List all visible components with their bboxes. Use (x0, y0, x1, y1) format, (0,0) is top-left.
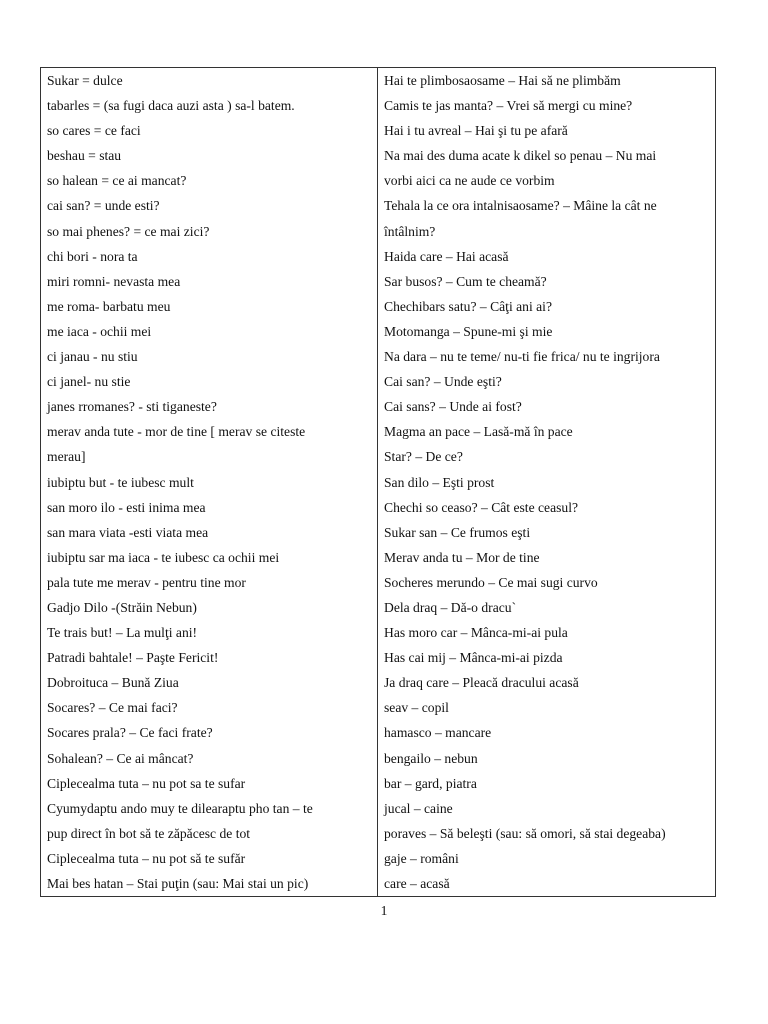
table-row (41, 244, 716, 269)
table-row (41, 746, 716, 771)
table-row (41, 118, 716, 143)
table-row (41, 520, 716, 545)
romani-phrase-cell (41, 369, 378, 394)
page-number: 1 (380, 903, 388, 918)
romani-phrase-cell (41, 394, 378, 419)
romani-phrase-cell-right (378, 394, 716, 419)
romani-phrase-cell (41, 143, 378, 193)
phrase-line: Star? – De ce? (384, 449, 463, 465)
phrase-line: Motomanga – Spune-mi şi mie (384, 323, 553, 339)
table-row (41, 796, 716, 846)
romani-phrase-cell-right (378, 796, 716, 846)
romani-phrase-cell-right (378, 419, 716, 469)
romani-phrase-cell (41, 771, 378, 796)
romani-phrase-cell (41, 344, 378, 369)
table-row (41, 269, 716, 294)
phrase-line: iubiptu but - te iubesc mult (47, 474, 194, 490)
phrase-line: chi bori - nora ta (47, 248, 138, 264)
phrase-line: so cares = ce faci (47, 123, 141, 139)
table-row (41, 695, 716, 720)
romani-phrase-cell-right (378, 670, 716, 695)
romani-phrase-cell-right (378, 294, 716, 319)
phrase-line: San dilo – Eşti prost (384, 474, 495, 490)
phrase-line: pup direct în bot să te zăpăcesc de tot (47, 825, 251, 841)
phrase-line: poraves – Să beleşti (sau: să omori, să stai degeaba) (384, 825, 666, 841)
phrase-line: Has moro car – Mânca-mi-ai pula (384, 625, 568, 641)
phrase-line: me iaca - ochii mei (47, 323, 152, 339)
table-row (41, 470, 716, 495)
romani-phrase-cell-right (378, 495, 716, 520)
table-row (41, 545, 716, 570)
phrase-line: Magma an pace – Lasă-mă în pace (384, 424, 573, 440)
romani-phrase-cell (41, 68, 378, 94)
phrase-line: tabarles = (sa fugi daca auzi asta ) sa-l batem. (47, 98, 295, 114)
romani-phrase-cell-right (378, 620, 716, 645)
romani-phrase-cell-right (378, 118, 716, 143)
phrase-line: san mara viata -esti viata mea (47, 524, 209, 540)
phrase-line: Socares? – Ce mai faci? (47, 700, 178, 716)
romani-phrase-cell-right (378, 570, 716, 595)
phrase-line: hamasco – mancare (384, 725, 492, 741)
romani-phrase-cell (41, 595, 378, 620)
table-row (41, 344, 716, 369)
phrase-line: Dela draq – Dă-o dracu` (384, 599, 517, 615)
phrase-line: Cai san? – Unde eşti? (384, 374, 502, 390)
phrase-line: iubiptu sar ma iaca - te iubesc ca ochii mei (47, 549, 280, 565)
romani-phrase-cell-right (378, 871, 716, 897)
romani-phrase-cell (41, 419, 378, 469)
phrase-line: beshau = stau (47, 148, 122, 164)
table-row (41, 771, 716, 796)
romani-phrase-cell-right (378, 846, 716, 871)
phrase-line: Socheres merundo – Ce mai sugi curvo (384, 574, 598, 590)
phrase-line: so mai phenes? = ce mai zici? (47, 223, 210, 239)
vocabulary-table-body (41, 68, 716, 897)
phrase-line: Has cai mij – Mânca-mi-ai pizda (384, 650, 563, 666)
phrase-line: cai san? = unde esti? (47, 198, 160, 214)
phrase-line: Patradi bahtale! – Paşte Fericit! (47, 650, 219, 666)
phrase-line: Ciplecealma tuta – nu pot să te sufăr (47, 850, 246, 866)
table-row (41, 369, 716, 394)
phrase-line: Na mai des duma acate k dikel so penau – Nu mai (384, 148, 657, 164)
romani-phrase-cell (41, 269, 378, 294)
phrase-line: Hai i tu avreal – Hai şi tu pe afară (384, 123, 568, 139)
phrase-line: Dobroituca – Bună Ziua (47, 675, 179, 691)
phrase-line: bar – gard, piatra (384, 775, 477, 791)
phrase-line: ci janau - nu stiu (47, 349, 138, 365)
romani-phrase-cell (41, 495, 378, 520)
table-row (41, 495, 716, 520)
romani-phrase-cell (41, 118, 378, 143)
phrase-line: Sar busos? – Cum te cheamă? (384, 273, 547, 289)
phrase-line: Ciplecealma tuta – nu pot sa te sufar (47, 775, 246, 791)
table-row (41, 294, 716, 319)
romani-phrase-cell (41, 720, 378, 745)
table-row (41, 620, 716, 645)
romani-phrase-cell (41, 796, 378, 846)
phrase-line: Sohalean? – Ce ai mâncat? (47, 750, 194, 766)
phrase-line: Sukar san – Ce frumos eşti (384, 524, 531, 540)
romani-phrase-cell (41, 670, 378, 695)
phrase-line: Hai te plimbosaosame – Hai să ne plimbăm (384, 73, 621, 88)
table-row (41, 93, 716, 118)
phrase-line: gaje – români (384, 850, 459, 866)
romani-phrase-cell-right (378, 344, 716, 369)
phrase-line: Merav anda tu – Mor de tine (384, 549, 540, 565)
romani-phrase-cell (41, 93, 378, 118)
phrase-line: janes rromanes? - sti tiganeste? (47, 399, 217, 415)
romani-phrase-cell-right (378, 595, 716, 620)
phrase-line: seav – copil (384, 700, 449, 716)
romani-phrase-cell-right (378, 520, 716, 545)
romani-phrase-cell-right (378, 470, 716, 495)
table-row (41, 570, 716, 595)
table-row (41, 193, 716, 243)
romani-phrase-cell-right (378, 193, 716, 243)
romani-phrase-cell-right (378, 369, 716, 394)
romani-phrase-cell-right (378, 68, 716, 94)
table-row (41, 394, 716, 419)
romani-phrase-cell-right (378, 319, 716, 344)
romani-phrase-cell (41, 294, 378, 319)
romani-phrase-cell (41, 193, 378, 243)
table-row (41, 319, 716, 344)
romani-phrase-cell (41, 645, 378, 670)
table-row (41, 143, 716, 193)
romani-phrase-cell (41, 319, 378, 344)
phrase-line: vorbi aici ca ne aude ce vorbim (384, 173, 555, 189)
table-row (41, 871, 716, 897)
phrase-line: Cyumydaptu ando muy te dilearaptu pho tan – te (47, 800, 313, 816)
romani-phrase-cell-right (378, 645, 716, 670)
romani-phrase-cell-right (378, 93, 716, 118)
romani-phrase-cell (41, 570, 378, 595)
phrase-line: Camis te jas manta? – Vrei să mergi cu mine? (384, 98, 633, 114)
romani-phrase-cell (41, 620, 378, 645)
phrase-line: so halean = ce ai mancat? (47, 173, 187, 189)
phrase-line: Gadjo Dilo -(Străin Nebun) (47, 599, 197, 615)
phrase-line: Ja draq care – Pleacă dracului acasă (384, 675, 579, 691)
romani-phrase-cell (41, 520, 378, 545)
vocabulary-table (40, 67, 716, 897)
table-row (41, 68, 716, 94)
romani-phrase-cell-right (378, 695, 716, 720)
phrase-line: Na dara – nu te teme/ nu-ti fie frica/ nu te ingrijora (384, 349, 660, 365)
phrase-line: merav anda tute - mor de tine [ merav se citeste (47, 424, 306, 440)
romani-phrase-cell (41, 871, 378, 897)
phrase-line: întâlnim? (384, 223, 436, 239)
table-row (41, 419, 716, 469)
phrase-line: jucal – caine (384, 800, 453, 816)
phrase-line: Sukar = dulce (47, 73, 123, 88)
phrase-line: san moro ilo - esti inima mea (47, 499, 206, 515)
phrase-line: me roma- barbatu meu (47, 298, 171, 314)
romani-phrase-cell (41, 846, 378, 871)
phrase-line: Cai sans? – Unde ai fost? (384, 399, 522, 415)
phrase-line: Haida care – Hai acasă (384, 248, 509, 264)
phrase-line: Chechibars satu? – Câţi ani ai? (384, 298, 552, 314)
table-row (41, 645, 716, 670)
romani-phrase-cell-right (378, 771, 716, 796)
phrase-line: Chechi so ceaso? – Cât este ceasul? (384, 499, 579, 515)
romani-phrase-cell-right (378, 746, 716, 771)
romani-phrase-cell-right (378, 269, 716, 294)
table-row (41, 846, 716, 871)
romani-phrase-cell-right (378, 545, 716, 570)
phrase-line: care – acasă (384, 876, 450, 891)
phrase-line: miri romni- nevasta mea (47, 273, 181, 289)
phrase-line: ci janel- nu stie (47, 374, 131, 390)
romani-phrase-cell-right (378, 244, 716, 269)
romani-phrase-cell (41, 470, 378, 495)
phrase-line: merau] (47, 449, 86, 465)
romani-phrase-cell (41, 746, 378, 771)
romani-phrase-cell-right (378, 143, 716, 193)
phrase-line: Socares prala? – Ce faci frate? (47, 725, 213, 741)
romani-phrase-cell-right (378, 720, 716, 745)
phrase-line: Tehala la ce ora intalnisaosame? – Mâine la cât ne (384, 198, 657, 214)
phrase-line: pala tute me merav - pentru tine mor (47, 574, 246, 590)
romani-phrase-cell (41, 545, 378, 570)
phrase-line: Te trais but! – La mulţi ani! (47, 625, 198, 641)
table-row (41, 720, 716, 745)
phrase-line: Mai bes hatan – Stai puţin (sau: Mai stai un pic) (47, 876, 309, 891)
phrase-line: bengailo – nebun (384, 750, 478, 766)
romani-phrase-cell (41, 695, 378, 720)
table-row (41, 595, 716, 620)
table-row (41, 670, 716, 695)
romani-phrase-cell (41, 244, 378, 269)
